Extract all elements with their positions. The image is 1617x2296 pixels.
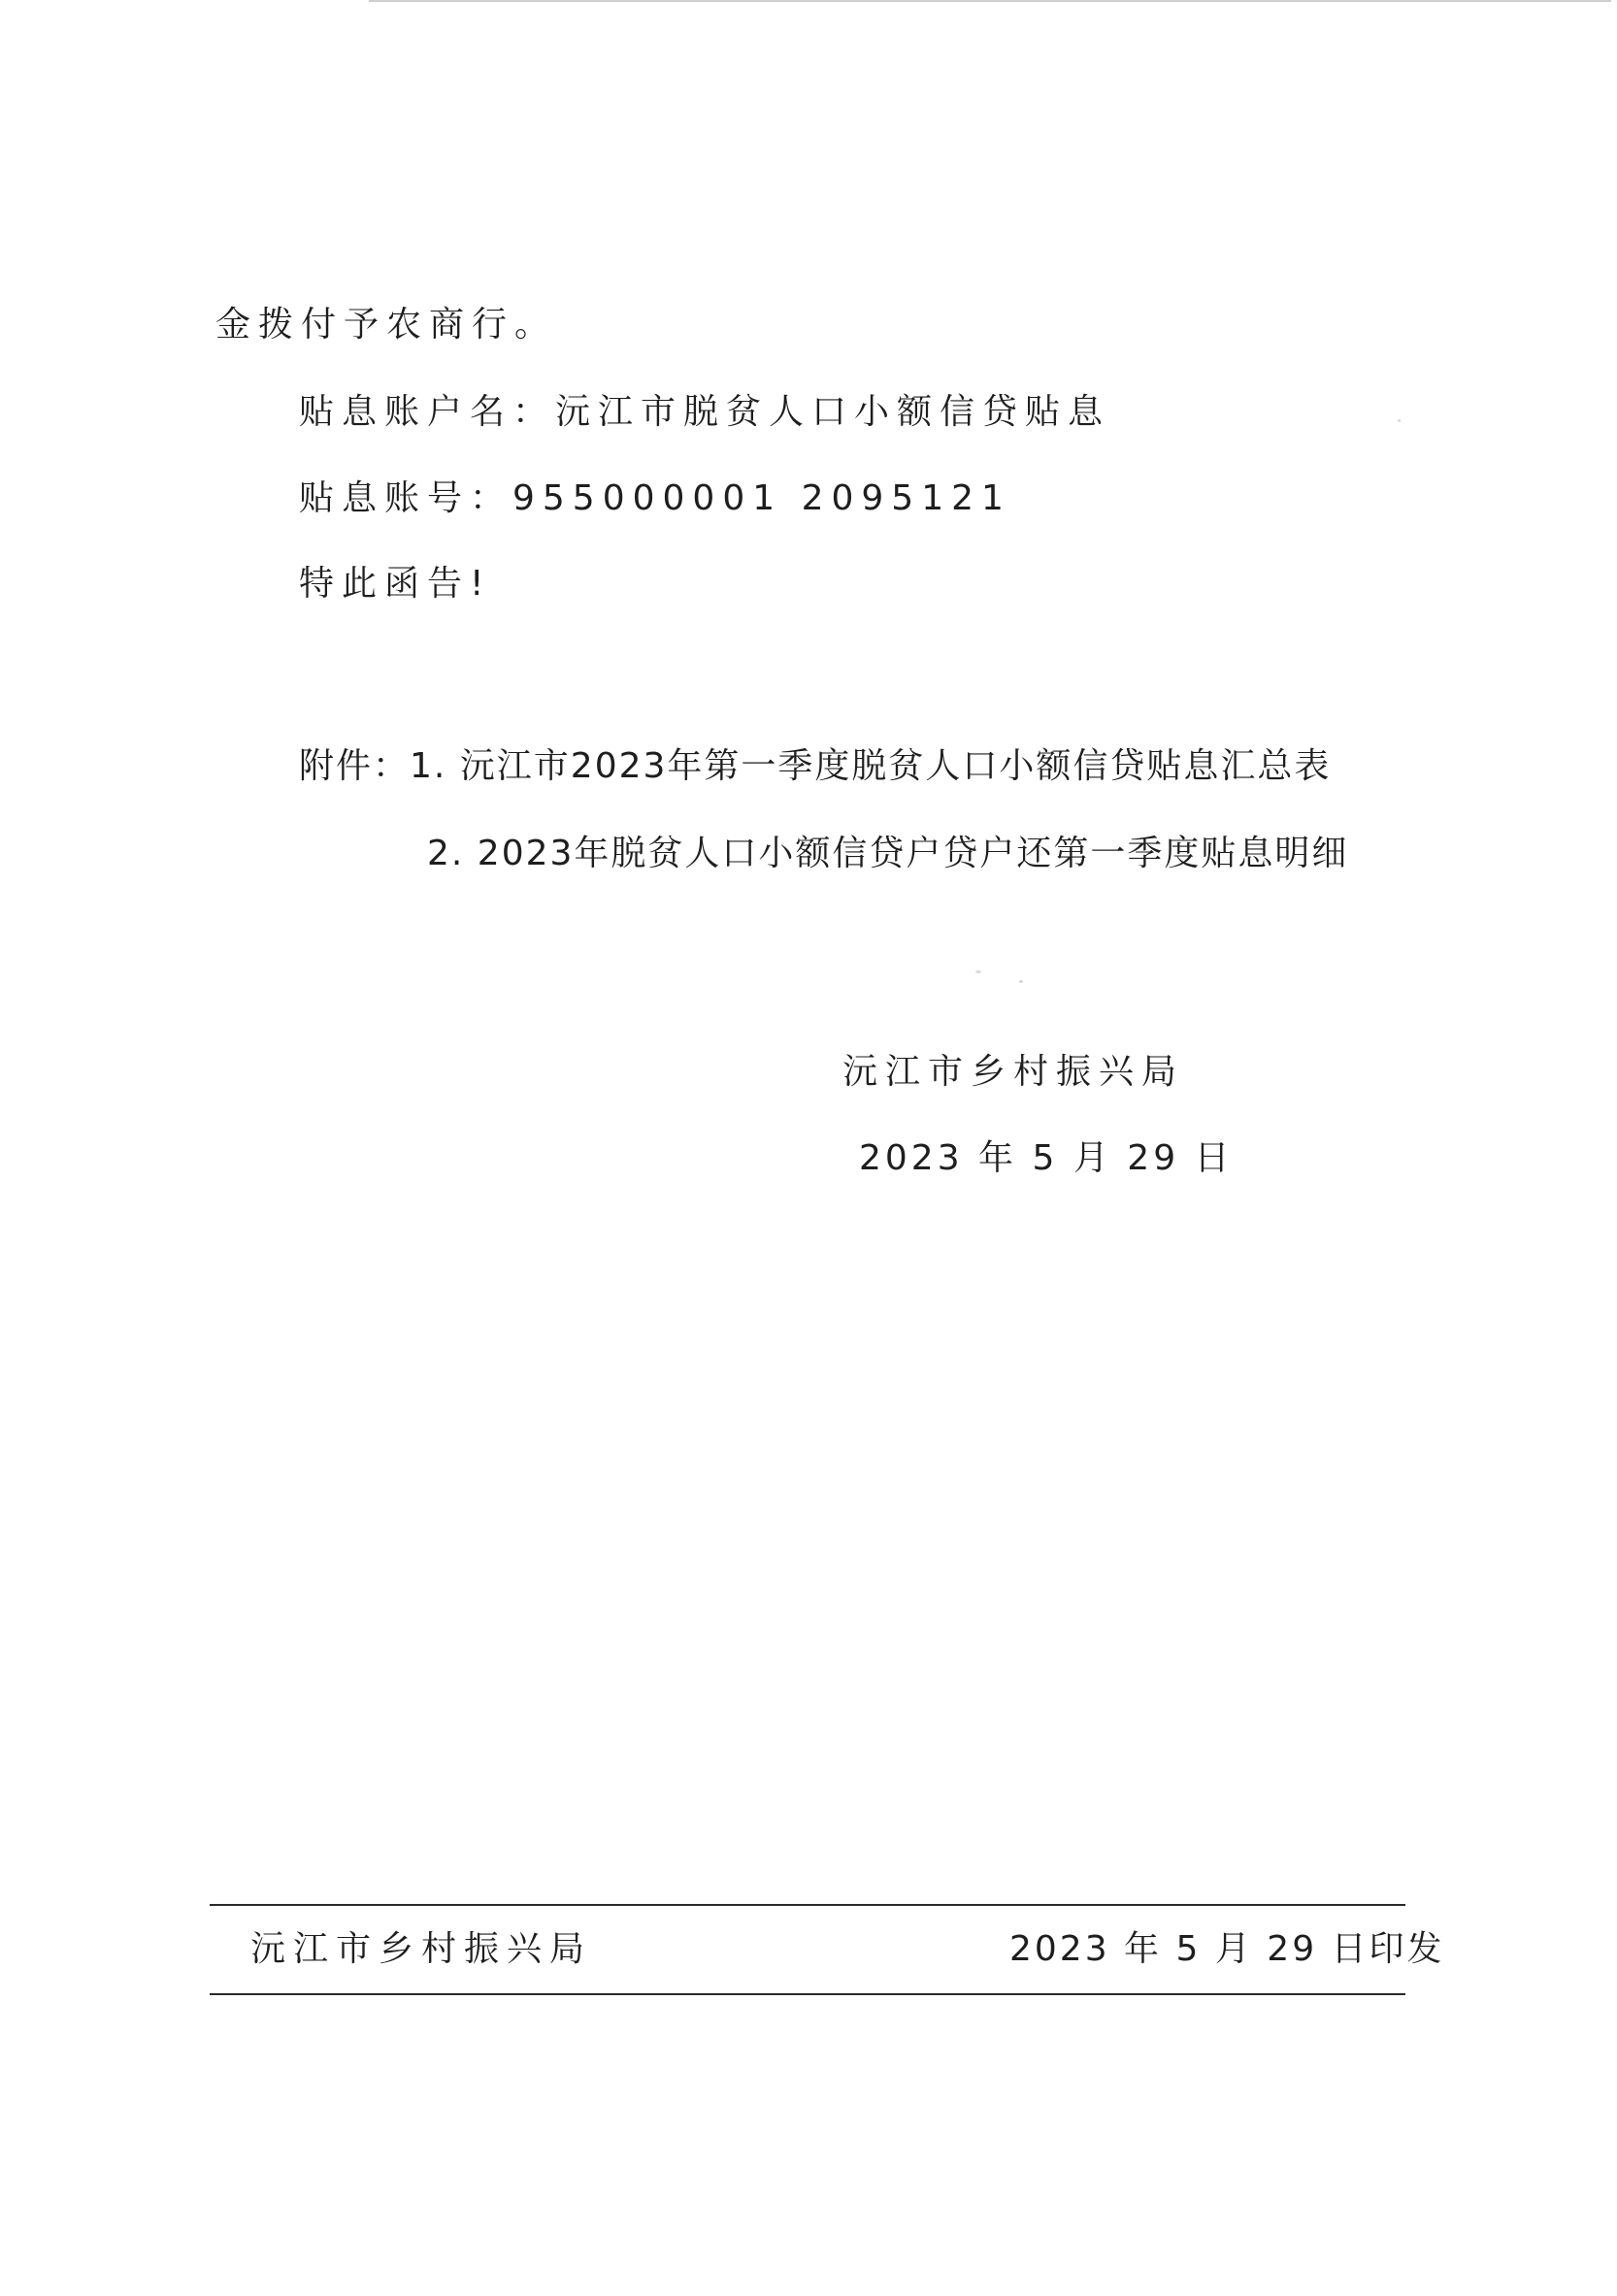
body-continuation: 金拨付予农商行。 xyxy=(215,305,558,344)
account-number-line: 贴息账号：955000001 2095121 xyxy=(299,478,1011,518)
footer-print-date: 2023 年 5 月 29 日印发 xyxy=(1009,1929,1445,1969)
signature-date: 2023 年 5 月 29 日 xyxy=(859,1138,1234,1178)
footer-top-rule xyxy=(210,1904,1405,1906)
account-name-line: 贴息账户名：沅江市脱贫人口小额信贷贴息 xyxy=(299,392,1111,432)
scan-edge-line xyxy=(369,0,1611,2)
scan-speck xyxy=(1398,419,1401,422)
signature-organization: 沅江市乡村振兴局 xyxy=(842,1052,1185,1092)
attachment-item-2: 2. 2023年脱贫人口小额信贷户贷户还第一季度贴息明细 xyxy=(427,834,1349,873)
footer-bottom-rule xyxy=(210,1993,1405,1995)
closing-notice: 特此函告! xyxy=(299,564,492,604)
scan-speck xyxy=(1019,980,1023,983)
attachment-item-1: 附件：1. 沅江市2023年第一季度脱贫人口小额信贷贴息汇总表 xyxy=(299,746,1332,786)
footer-organization: 沅江市乡村振兴局 xyxy=(250,1929,593,1969)
scan-speck xyxy=(975,970,981,973)
